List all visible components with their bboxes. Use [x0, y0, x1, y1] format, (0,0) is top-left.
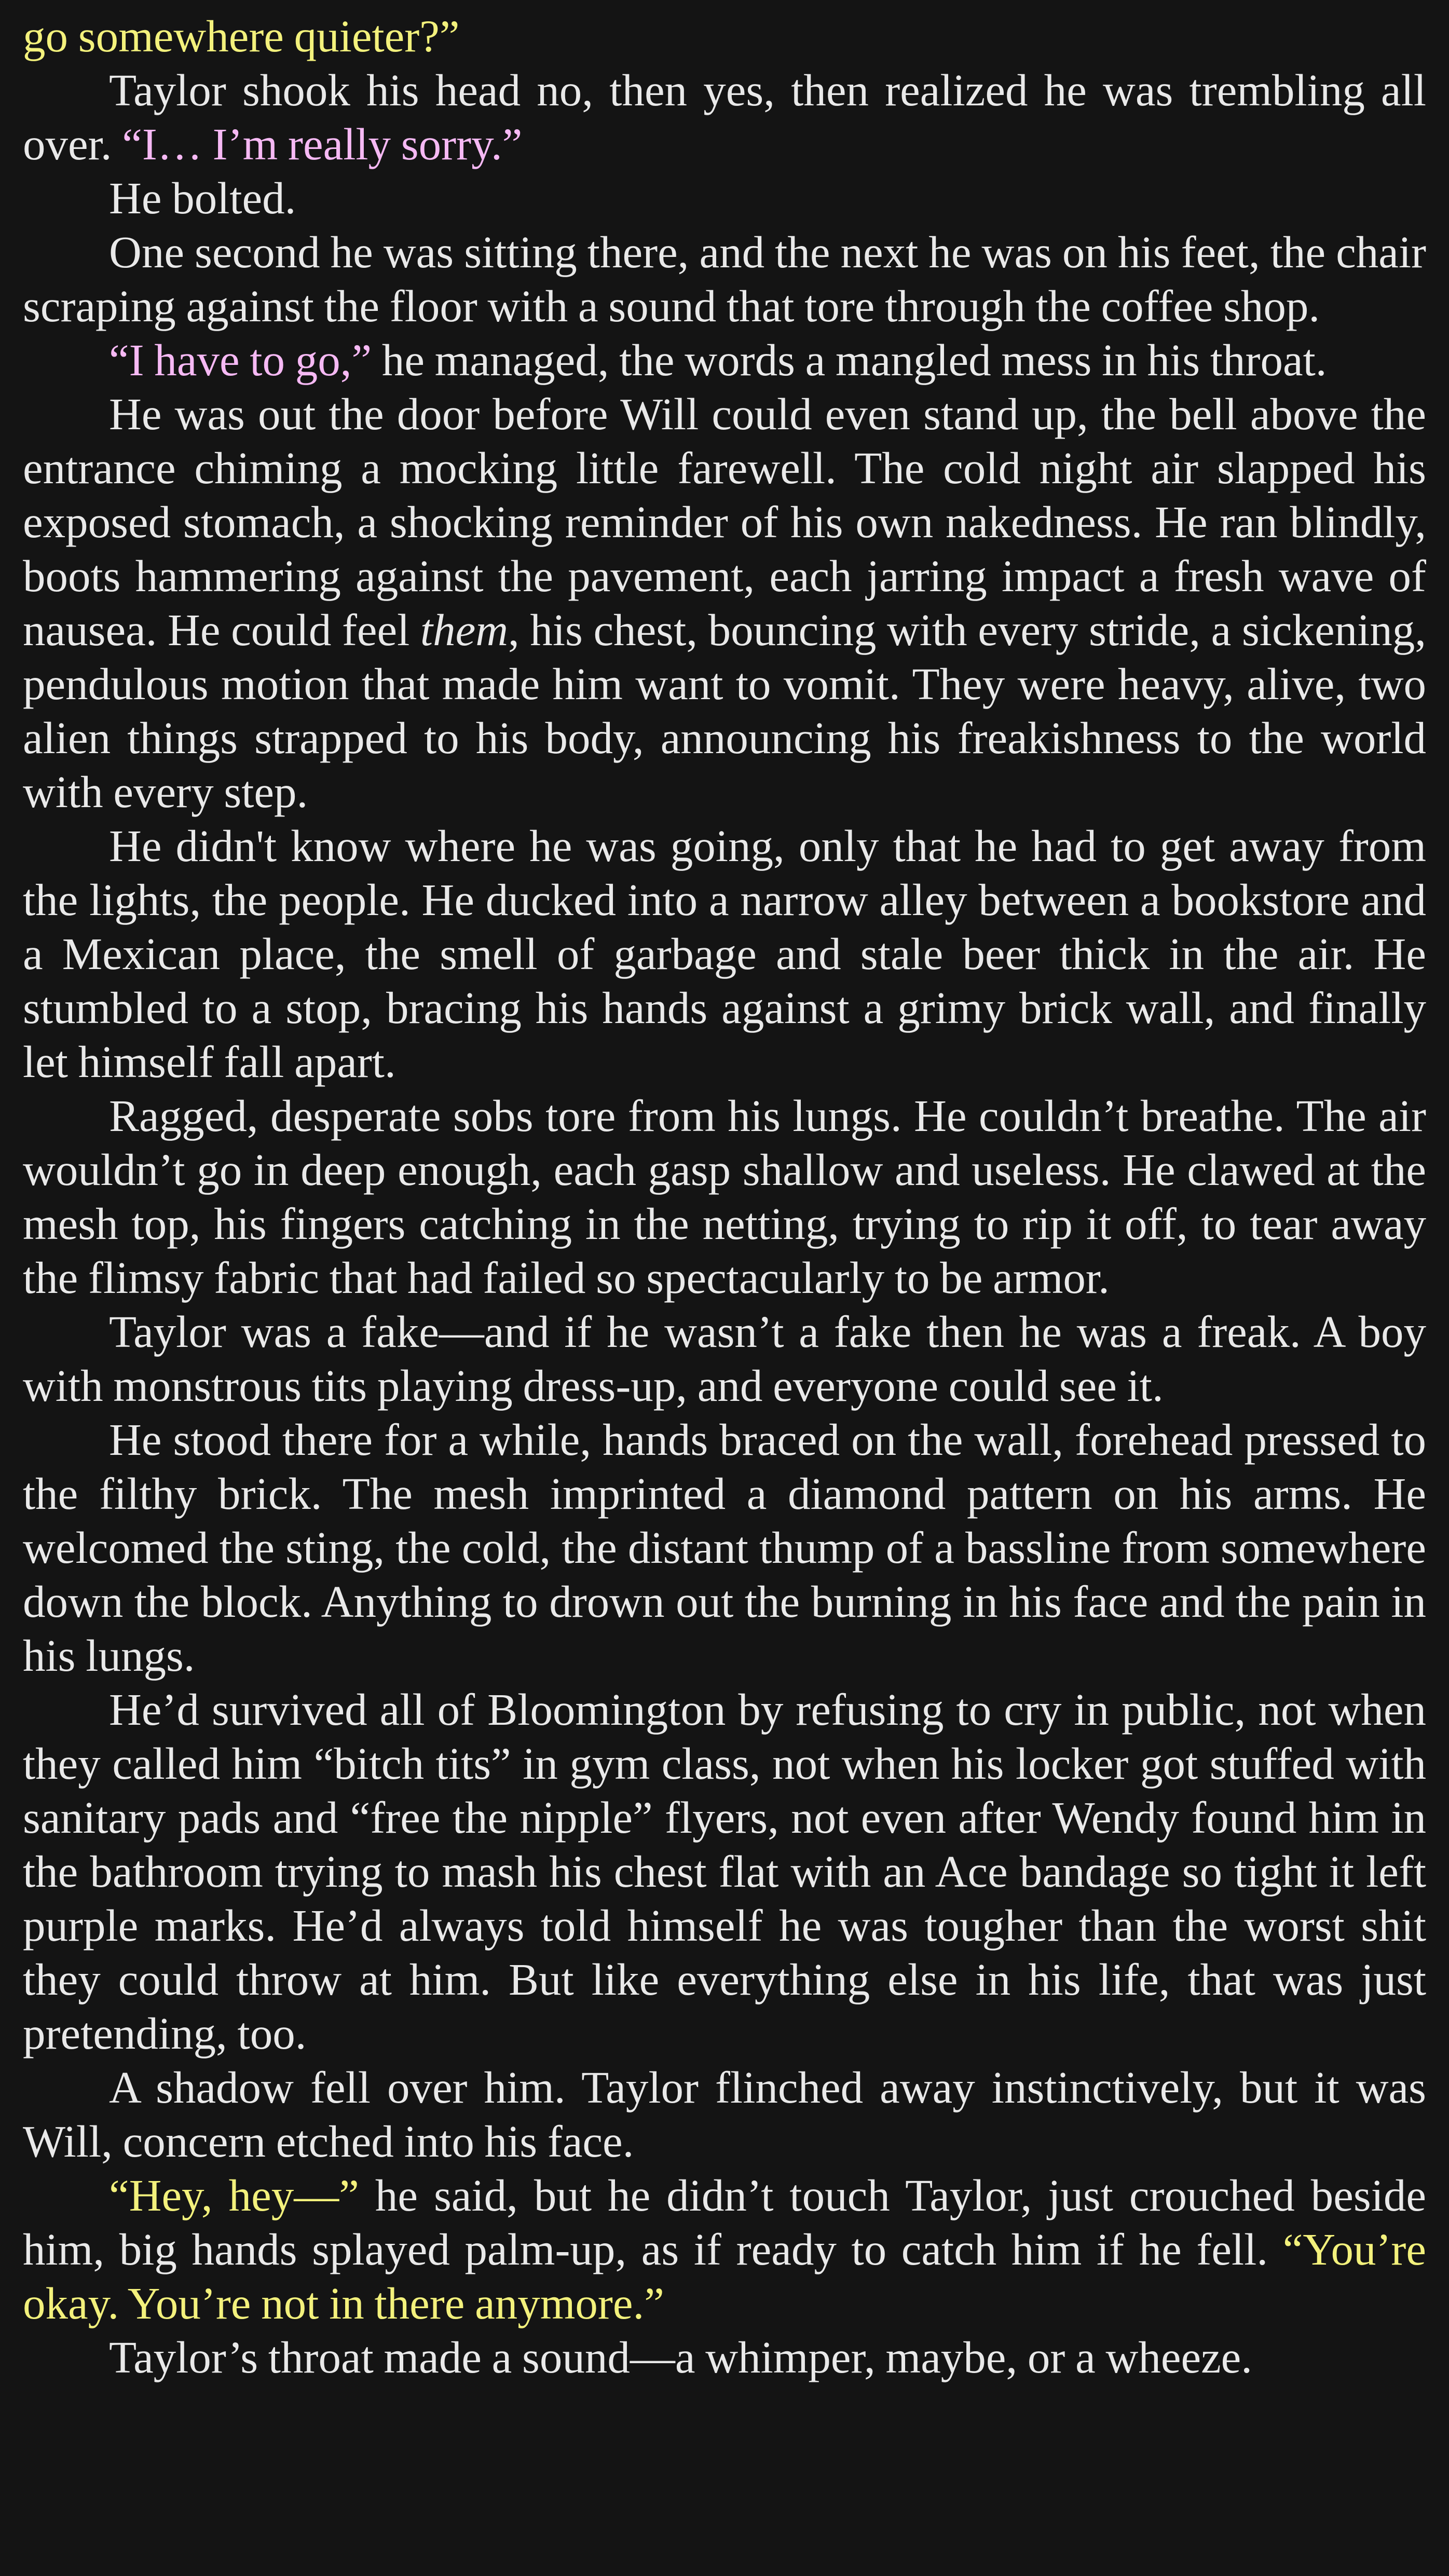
paragraph — [23, 171, 1426, 225]
paragraph — [23, 1305, 1426, 1413]
paragraph — [23, 1683, 1426, 2061]
paragraph — [23, 387, 1426, 819]
dialogue-text: “You’re okay. You’re not in there anymore.” — [23, 2224, 1426, 2328]
paragraph — [23, 2169, 1426, 2330]
narration-text: Taylor shook his head no, then yes, then realized he was trembling all over. — [23, 65, 1426, 169]
paragraph — [23, 1413, 1426, 1683]
paragraph — [23, 225, 1426, 333]
dialogue-text: “I… I’m really sorry.” — [122, 119, 523, 169]
text-body — [23, 9, 1426, 2384]
narration-text: A shadow fell over him. Taylor flinched away instinctively, but it was Will, concern etched into his face. — [23, 2062, 1426, 2166]
paragraph — [23, 9, 1426, 63]
emphasis-text: them — [420, 605, 509, 655]
narration-text: he managed, the words a mangled mess in his throat. — [372, 335, 1327, 385]
narration-text: He didn't know where he was going, only that he had to get away from the lights, the people. He ducked into a narrow alley between a bookstore and a Mexican place, the smell of garbage and stale beer thick in the air. He stumbled to a stop, bracing his hands against a grimy brick wall, and finally let himself fall apart. — [23, 821, 1426, 1087]
narration-text: He’d survived all of Bloomington by refusing to cry in public, not when they called him “bitch tits” in gym class, not when his locker got stuffed with sanitary pads and “free the nipple” flyers, not even after Wendy found him in the bathroom trying to mash his chest flat with an Ace bandage so tight it left purple marks. He’d always told himself he was tougher than the worst shit they could throw at him. But like everything else in his life, that was just pretending, too. — [23, 1684, 1426, 2059]
narration-text: He was out the door before Will could even stand up, the bell above the entrance chiming a mocking little farewell. The cold night air slapped his exposed stomach, a shocking reminder of his own nakedness. He ran blindly, boots hammering against the pavement, each jarring impact a fresh wave of nausea. He could feel — [23, 389, 1426, 655]
narration-text: Taylor’s throat made a sound—a whimper, maybe, or a wheeze. — [109, 2332, 1253, 2382]
paragraph — [23, 2330, 1426, 2384]
narration-text: , his chest, bouncing with every stride, a sickening, pendulous motion that made him want to vomit. They were heavy, alive, two alien things strapped to his body, announcing his freakishness to the world with every step. — [23, 605, 1426, 817]
paragraph — [23, 333, 1426, 387]
dialogue-text: “I have to go,” — [109, 335, 372, 385]
narration-text: Ragged, desperate sobs tore from his lungs. He couldn’t breathe. The air wouldn’t go in deep enough, each gasp shallow and useless. He clawed at the mesh top, his fingers catching in the netting, trying to rip it off, to tear away the flimsy fabric that had failed so spectacularly to be armor. — [23, 1091, 1426, 1303]
paragraph — [23, 1089, 1426, 1305]
paragraph — [23, 63, 1426, 171]
narration-text: Taylor was a fake—and if he wasn’t a fake then he was a freak. A boy with monstrous tits playing dress-up, and everyone could see it. — [23, 1306, 1426, 1411]
dialogue-text: “Hey, hey—” — [109, 2170, 359, 2220]
reader-page — [23, 0, 1426, 2576]
narration-text: One second he was sitting there, and the next he was on his feet, the chair scraping against the floor with a sound that tore through the coffee shop. — [23, 227, 1426, 331]
narration-text: He stood there for a while, hands braced on the wall, forehead pressed to the filthy brick. The mesh imprinted a diamond pattern on his arms. He welcomed the sting, the cold, the distant thump of a bassline from somewhere down the block. Anything to drown out the burning in his face and the pain in his lungs. — [23, 1414, 1426, 1681]
narration-text: he said, but he didn’t touch Taylor, just crouched beside him, big hands splayed palm-up, as if ready to catch him if he fell. — [23, 2170, 1426, 2274]
paragraph — [23, 819, 1426, 1089]
paragraph — [23, 2061, 1426, 2169]
dialogue-text: go somewhere quieter?” — [23, 11, 460, 61]
narration-text: He bolted. — [109, 173, 296, 223]
